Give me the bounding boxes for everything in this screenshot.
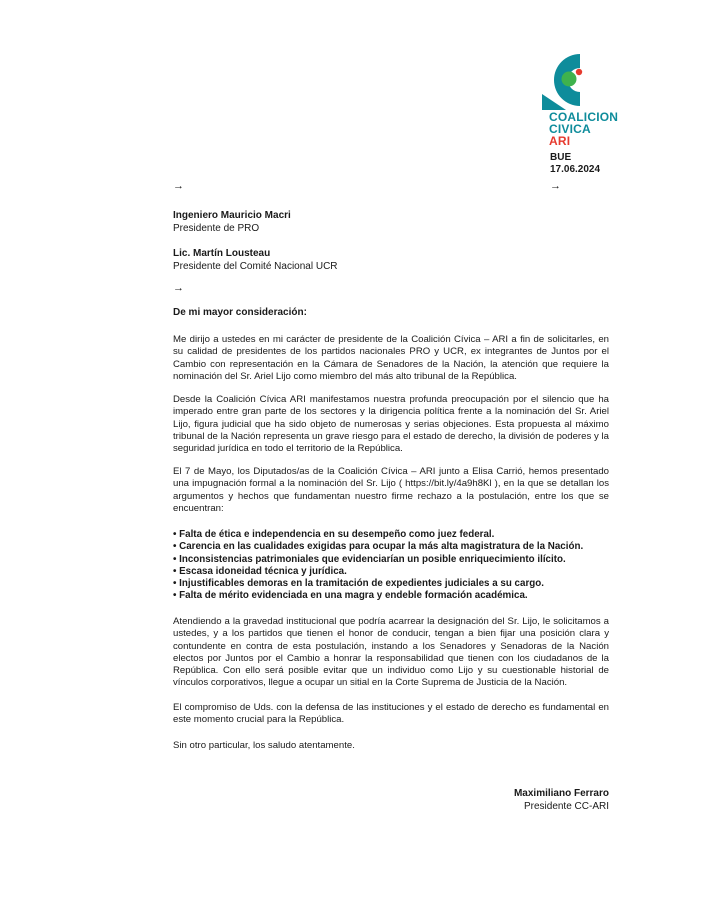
recipient-role: Presidente del Comité Nacional UCR bbox=[173, 261, 338, 272]
paragraph-6: Sin otro particular, los saludo atentamente. bbox=[173, 740, 355, 751]
list-item: • Falta de ética e independencia en su desempeño como juez federal. bbox=[173, 529, 495, 540]
logo-line-1: COALICION bbox=[549, 110, 619, 124]
list-item: • Escasa idoneidad técnica y jurídica. bbox=[173, 565, 347, 577]
logo-line-2: CIVICA bbox=[549, 122, 591, 136]
paragraph-5: El compromiso de Uds. con la defensa de las instituciones y el estado de derecho es fundamental en este momento crucial para la República. bbox=[173, 702, 609, 726]
salutation: De mi mayor consideración: bbox=[173, 307, 307, 318]
arrow-icon: → bbox=[173, 282, 184, 294]
list-item: • Falta de mérito evidenciada en una magra y endeble formación académica. bbox=[173, 590, 528, 602]
date: 17.06.2024 bbox=[550, 164, 601, 175]
recipient-role: Presidente de PRO bbox=[173, 223, 260, 234]
arrow-icon: → bbox=[550, 180, 561, 192]
paragraph-4: Atendiendo a la gravedad institucional que podría acarrear la designación del Sr. Lijo, le solicitamos a ustedes, y a los partidos que tienen el honor de conducir, tengan a bien fijar una posición clara y contundente en contra de esta postulación, instando a los Senadores y Senadoras de la Nación electos por Juntos por el Cambio a honrar la responsabilidad que tienen con los ciudadanos de la República. Con ello será posible evitar que un individuo como Lijo y su cuestionable historial de vínculos corporativos, llegue a ocupar un sitial en la Corte Suprema de Justicia de la Nación. bbox=[173, 616, 609, 689]
recipient-name: Ingeniero Mauricio Macri bbox=[173, 210, 291, 221]
paragraph-1: Me dirijo a ustedes en mi carácter de presidente de la Coalición Cívica – ARI a fin de solicitarles, en su calidad de presidentes de los partidos nacionales PRO y UCR, ex integrantes de Juntos por el Cambio con representación en la Cámara de Senadores de la Nación, la atención que requiere la nominación del Sr. Ariel Lijo como miembro del más alto tribunal de la República. bbox=[173, 334, 609, 382]
signer-name: Maximiliano Ferraro bbox=[513, 788, 609, 799]
logo-line-3: ARI bbox=[549, 134, 571, 148]
objections-list bbox=[173, 529, 613, 603]
place: BUE bbox=[550, 152, 572, 163]
arrow-icon: → bbox=[173, 180, 184, 192]
paragraph-3: El 7 de Mayo, los Diputados/as de la Coalición Cívica – ARI junto a Elisa Carrió, hemos presentado una impugnación formal a la nominación del Sr. Lijo ( https://bit.ly/4a9h8Kl ), en la que se detallan los argumentos y hechos que fundamentan nuestro firme rechazo a la postulación, entre los que se encuentran: bbox=[173, 466, 609, 514]
signer-title: Presidente CC-ARI bbox=[523, 801, 609, 812]
coalicion-civica-logo-icon bbox=[532, 48, 622, 110]
list-item: • Carencia en las cualidades exigidas para ocupar la más alta magistratura de la Nación. bbox=[173, 541, 584, 553]
recipient-2 bbox=[173, 247, 338, 273]
recipient-name: Lic. Martín Lousteau bbox=[173, 248, 271, 259]
list-item: • Inconsistencias patrimoniales que evidenciarían un posible enriquecimiento ilícito. bbox=[173, 553, 566, 565]
list-item: • Injustificables demoras en la tramitación de expedientes judiciales a su cargo. bbox=[173, 578, 544, 590]
recipient-1 bbox=[173, 209, 291, 235]
place-date-block bbox=[550, 152, 600, 176]
logo-wordmark bbox=[549, 111, 618, 147]
signature-block bbox=[514, 787, 609, 813]
paragraph-2: Desde la Coalición Cívica ARI manifestamos nuestra profunda preocupación por el silencio que ha imperado entre gran parte de los sectores y la dirigencia política frente a la nominación del Sr. Ariel Lijo, figura judicial que ha sido objeto de numerosas y serias objeciones. Esta propuesta al máximo tribunal de la Nación representa un grave riesgo para el estado de derecho, la división de poderes y la seguridad jurídica en todo el territorio de la República. bbox=[173, 394, 609, 455]
